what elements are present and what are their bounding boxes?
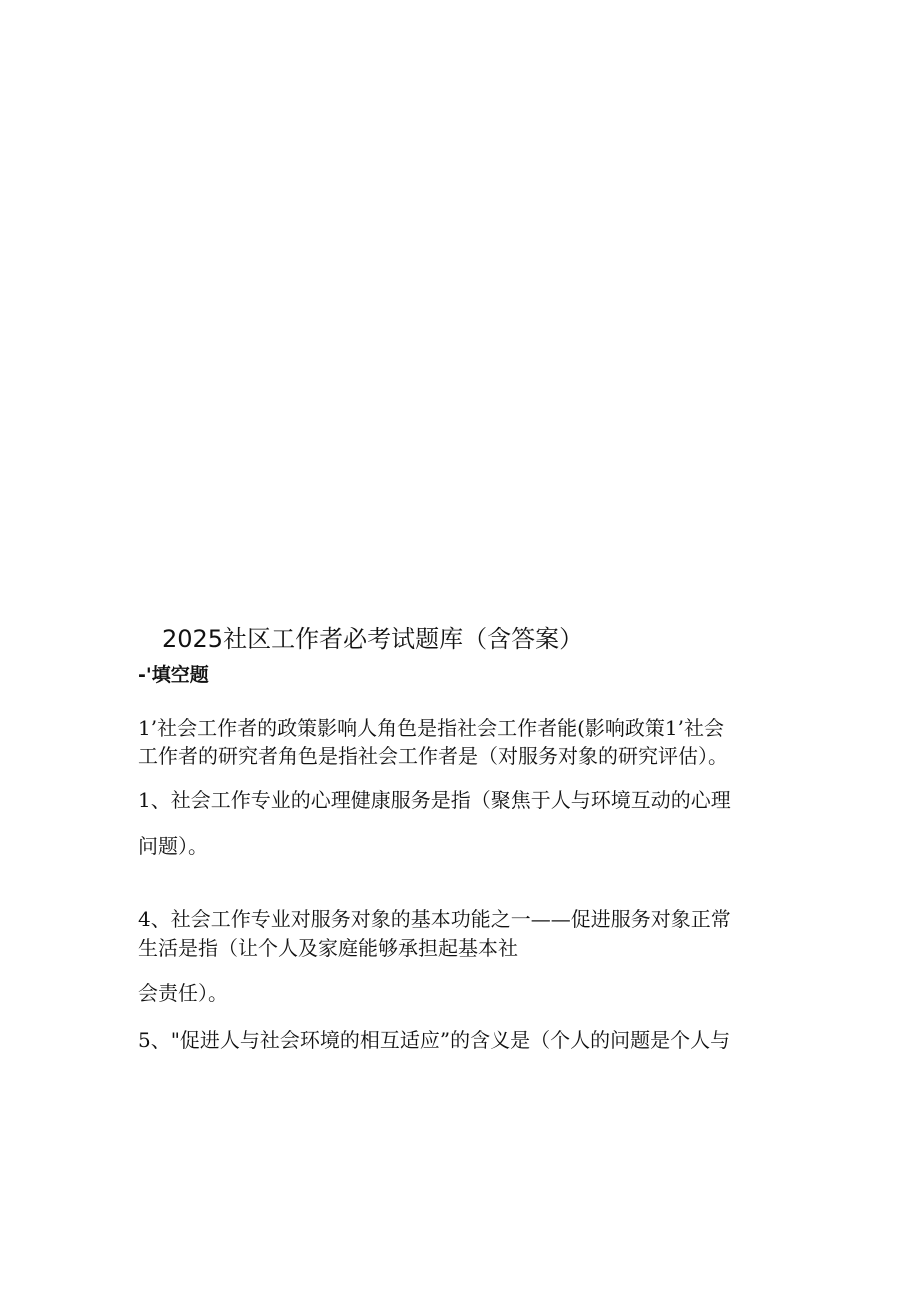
text-line: 1、社会工作专业的心理健康服务是指（聚焦于人与环境互动的心理 xyxy=(138,788,731,812)
text-line: 问题）。 xyxy=(138,834,208,858)
text-line: 生活是指（让个人及家庭能够承担起基本社 xyxy=(138,936,518,960)
text-line: 4、社会工作专业对服务对象的基本功能之一——促进服务对象正常 xyxy=(138,907,731,931)
text-line: 1’社会工作者的政策影响人角色是指社会工作者能(影响政策1’社会 xyxy=(138,716,724,740)
text-line: 5、"促进人与社会环境的相互适应”的含义是（个人的问题是个人与 xyxy=(138,1028,731,1052)
section-heading: -'填空题 xyxy=(138,664,209,686)
page-title: 2025社区工作者必考试题库（含答案） xyxy=(162,625,584,653)
text-line: 会责任）。 xyxy=(138,981,228,1005)
text-line: 工作者的研究者角色是指社会工作者是（对服务对象的研究评估）。 xyxy=(138,744,728,768)
